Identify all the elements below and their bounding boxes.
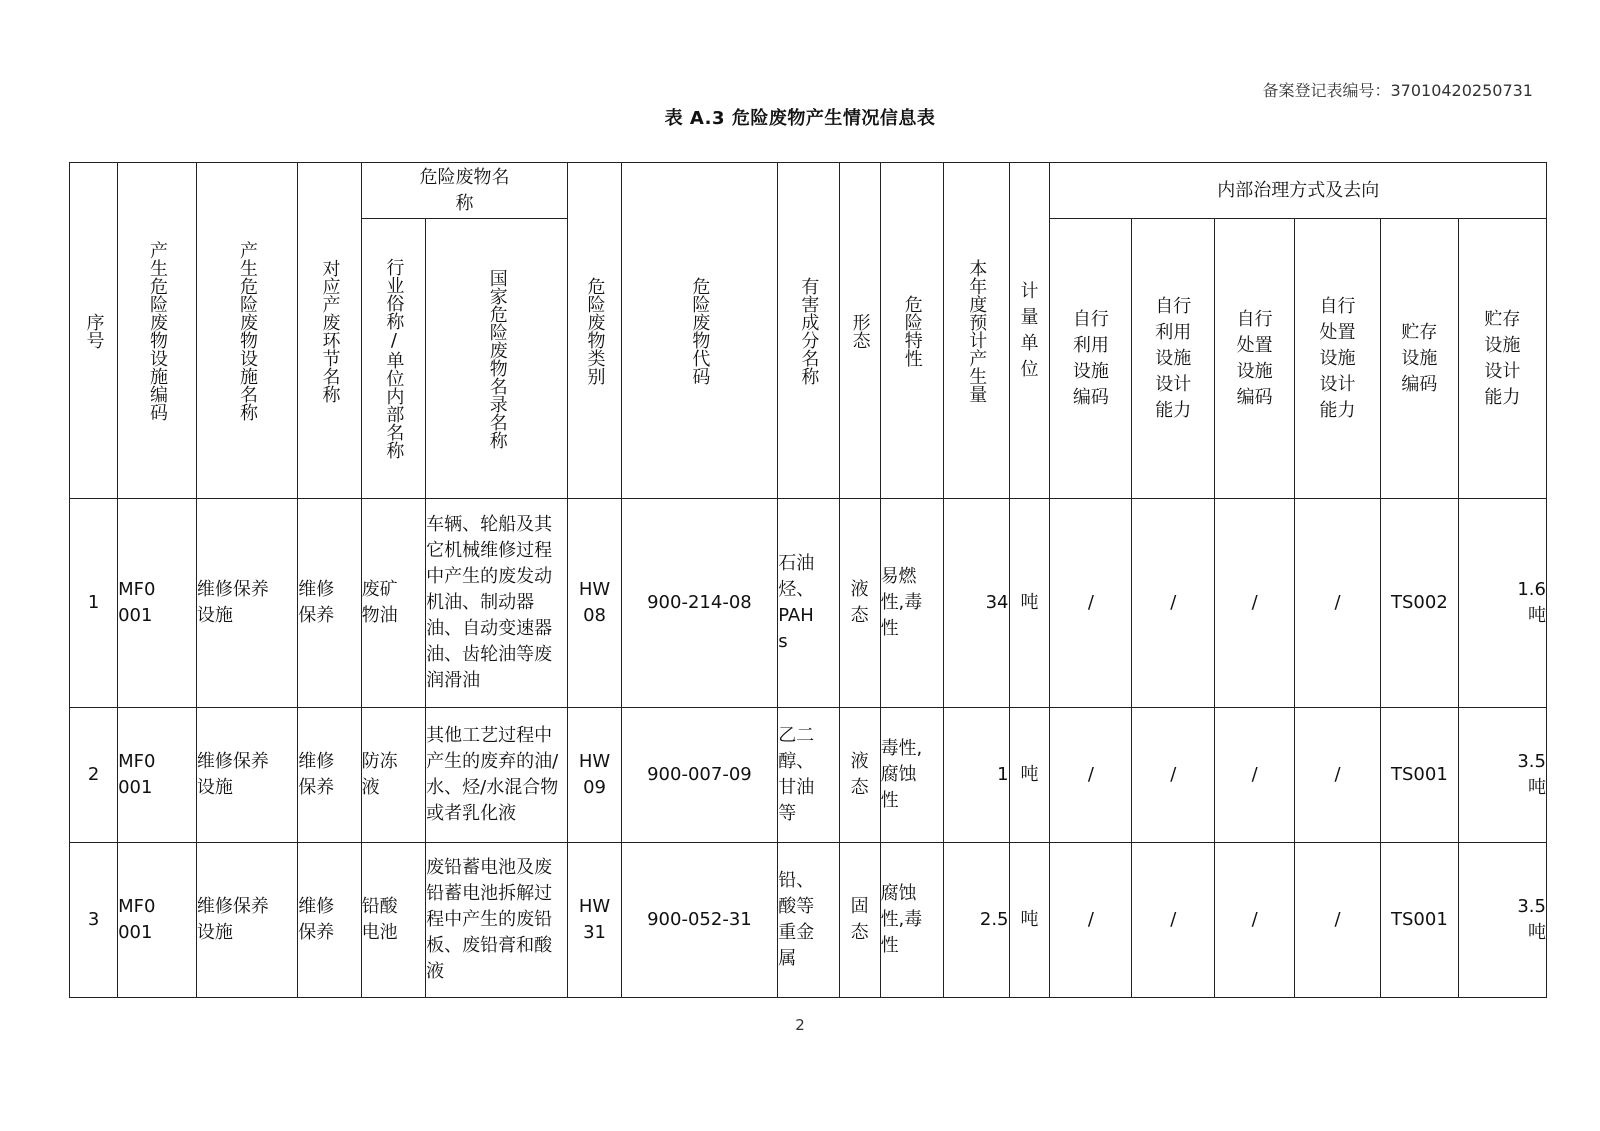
- cell-property: 易燃性,毒性: [880, 499, 943, 708]
- cell-national-name: 车辆、轮船及其它机械维修过程中产生的废发动机油、制动器油、自动变速器油、齿轮油等废润滑油: [426, 499, 568, 708]
- col-header-self-dispose-cap: 自行处置设施设计能力: [1295, 219, 1381, 499]
- cell-seq: 1: [70, 499, 118, 708]
- cell-self-use-cap: /: [1132, 499, 1215, 708]
- col-header-property: 危险特性: [880, 163, 943, 499]
- cell-amount: 1: [944, 708, 1010, 843]
- hazardous-waste-table: [69, 162, 1547, 998]
- cell-self-use-code: /: [1050, 499, 1132, 708]
- cell-storage-cap: 3.5吨: [1458, 843, 1546, 998]
- col-header-national-name: 国家危险废物名录名称: [426, 219, 568, 499]
- cell-code: 900-052-31: [621, 843, 778, 998]
- cell-facility-name: 维修保养设施: [196, 843, 297, 998]
- col-header-storage-cap: 贮存设施设计能力: [1458, 219, 1546, 499]
- col-header-form: 形态: [839, 163, 880, 499]
- page-number: 2: [795, 1016, 805, 1034]
- col-header-amount: 本年度预计产生量: [944, 163, 1010, 499]
- cell-self-dispose-code: /: [1215, 708, 1295, 843]
- cell-self-dispose-cap: /: [1295, 499, 1381, 708]
- col-header-self-use-cap: 自行利用设施设计能力: [1132, 219, 1215, 499]
- cell-harmful: 铅、酸等重金属: [778, 843, 839, 998]
- cell-process-name: 维修保养: [298, 843, 361, 998]
- cell-facility-code: MF0001: [118, 843, 197, 998]
- cell-process-name: 维修保养: [298, 708, 361, 843]
- cell-self-dispose-cap: /: [1295, 708, 1381, 843]
- cell-seq: 2: [70, 708, 118, 843]
- cell-amount: 2.5: [944, 843, 1010, 998]
- cell-storage-cap: 1.6吨: [1458, 499, 1546, 708]
- cell-self-dispose-code: /: [1215, 843, 1295, 998]
- cell-storage-code: TS001: [1381, 708, 1459, 843]
- cell-self-use-cap: /: [1132, 843, 1215, 998]
- cell-national-name: 其他工艺过程中产生的废弃的油/水、烃/水混合物或者乳化液: [426, 708, 568, 843]
- cell-facility-name: 维修保养设施: [196, 499, 297, 708]
- cell-unit: 吨: [1009, 708, 1050, 843]
- cell-property: 毒性,腐蚀性: [880, 708, 943, 843]
- col-header-process-name: 对应产废环节名称: [298, 163, 361, 499]
- cell-form: 液态: [839, 708, 880, 843]
- page-title: 表 A.3 危险废物产生情况信息表: [664, 108, 936, 129]
- cell-self-use-code: /: [1050, 843, 1132, 998]
- cell-harmful: 石油烃、PAHs: [778, 499, 839, 708]
- cell-category: HW08: [568, 499, 621, 708]
- cell-industry-name: 防冻液: [361, 708, 425, 843]
- cell-self-use-code: /: [1050, 708, 1132, 843]
- col-header-industry-name: 行业俗称/单位内部名称: [361, 219, 425, 499]
- col-header-self-dispose-code: 自行处置设施编码: [1215, 219, 1295, 499]
- col-header-unit: 计量单位: [1009, 163, 1050, 499]
- table-row: [70, 843, 1547, 998]
- cell-unit: 吨: [1009, 843, 1050, 998]
- cell-code: 900-007-09: [621, 708, 778, 843]
- cell-property: 腐蚀性,毒性: [880, 843, 943, 998]
- cell-category: HW09: [568, 708, 621, 843]
- col-header-internal-group: 内部治理方式及去向: [1050, 163, 1547, 219]
- cell-industry-name: 铅酸电池: [361, 843, 425, 998]
- cell-category: HW31: [568, 843, 621, 998]
- cell-self-use-cap: /: [1132, 708, 1215, 843]
- cell-storage-code: TS002: [1381, 499, 1459, 708]
- cell-facility-code: MF0001: [118, 499, 197, 708]
- col-header-category: 危险废物类别: [568, 163, 621, 499]
- col-header-harmful: 有害成分名称: [778, 163, 839, 499]
- cell-industry-name: 废矿物油: [361, 499, 425, 708]
- col-header-waste-name-group: 危险废物名称: [361, 163, 568, 219]
- cell-storage-cap: 3.5吨: [1458, 708, 1546, 843]
- table-row: [70, 499, 1547, 708]
- cell-self-dispose-code: /: [1215, 499, 1295, 708]
- col-header-self-use-code: 自行利用设施编码: [1050, 219, 1132, 499]
- table-row: [70, 708, 1547, 843]
- col-header-storage-code: 贮存设施编码: [1381, 219, 1459, 499]
- cell-storage-code: TS001: [1381, 843, 1459, 998]
- cell-self-dispose-cap: /: [1295, 843, 1381, 998]
- col-header-seq: 序号: [70, 163, 118, 499]
- cell-unit: 吨: [1009, 499, 1050, 708]
- cell-facility-name: 维修保养设施: [196, 708, 297, 843]
- cell-code: 900-214-08: [621, 499, 778, 708]
- col-header-code: 危险废物代码: [621, 163, 778, 499]
- cell-form: 液态: [839, 499, 880, 708]
- registration-number: 备案登记表编号：37010420250731: [1262, 81, 1533, 100]
- cell-amount: 34: [944, 499, 1010, 708]
- col-header-facility-name: 产生危险废物设施名称: [196, 163, 297, 499]
- cell-national-name: 废铅蓄电池及废铅蓄电池拆解过程中产生的废铅板、废铅膏和酸液: [426, 843, 568, 998]
- col-header-facility-code: 产生危险废物设施编码: [118, 163, 197, 499]
- cell-seq: 3: [70, 843, 118, 998]
- cell-form: 固态: [839, 843, 880, 998]
- cell-process-name: 维修保养: [298, 499, 361, 708]
- cell-harmful: 乙二醇、甘油等: [778, 708, 839, 843]
- cell-facility-code: MF0001: [118, 708, 197, 843]
